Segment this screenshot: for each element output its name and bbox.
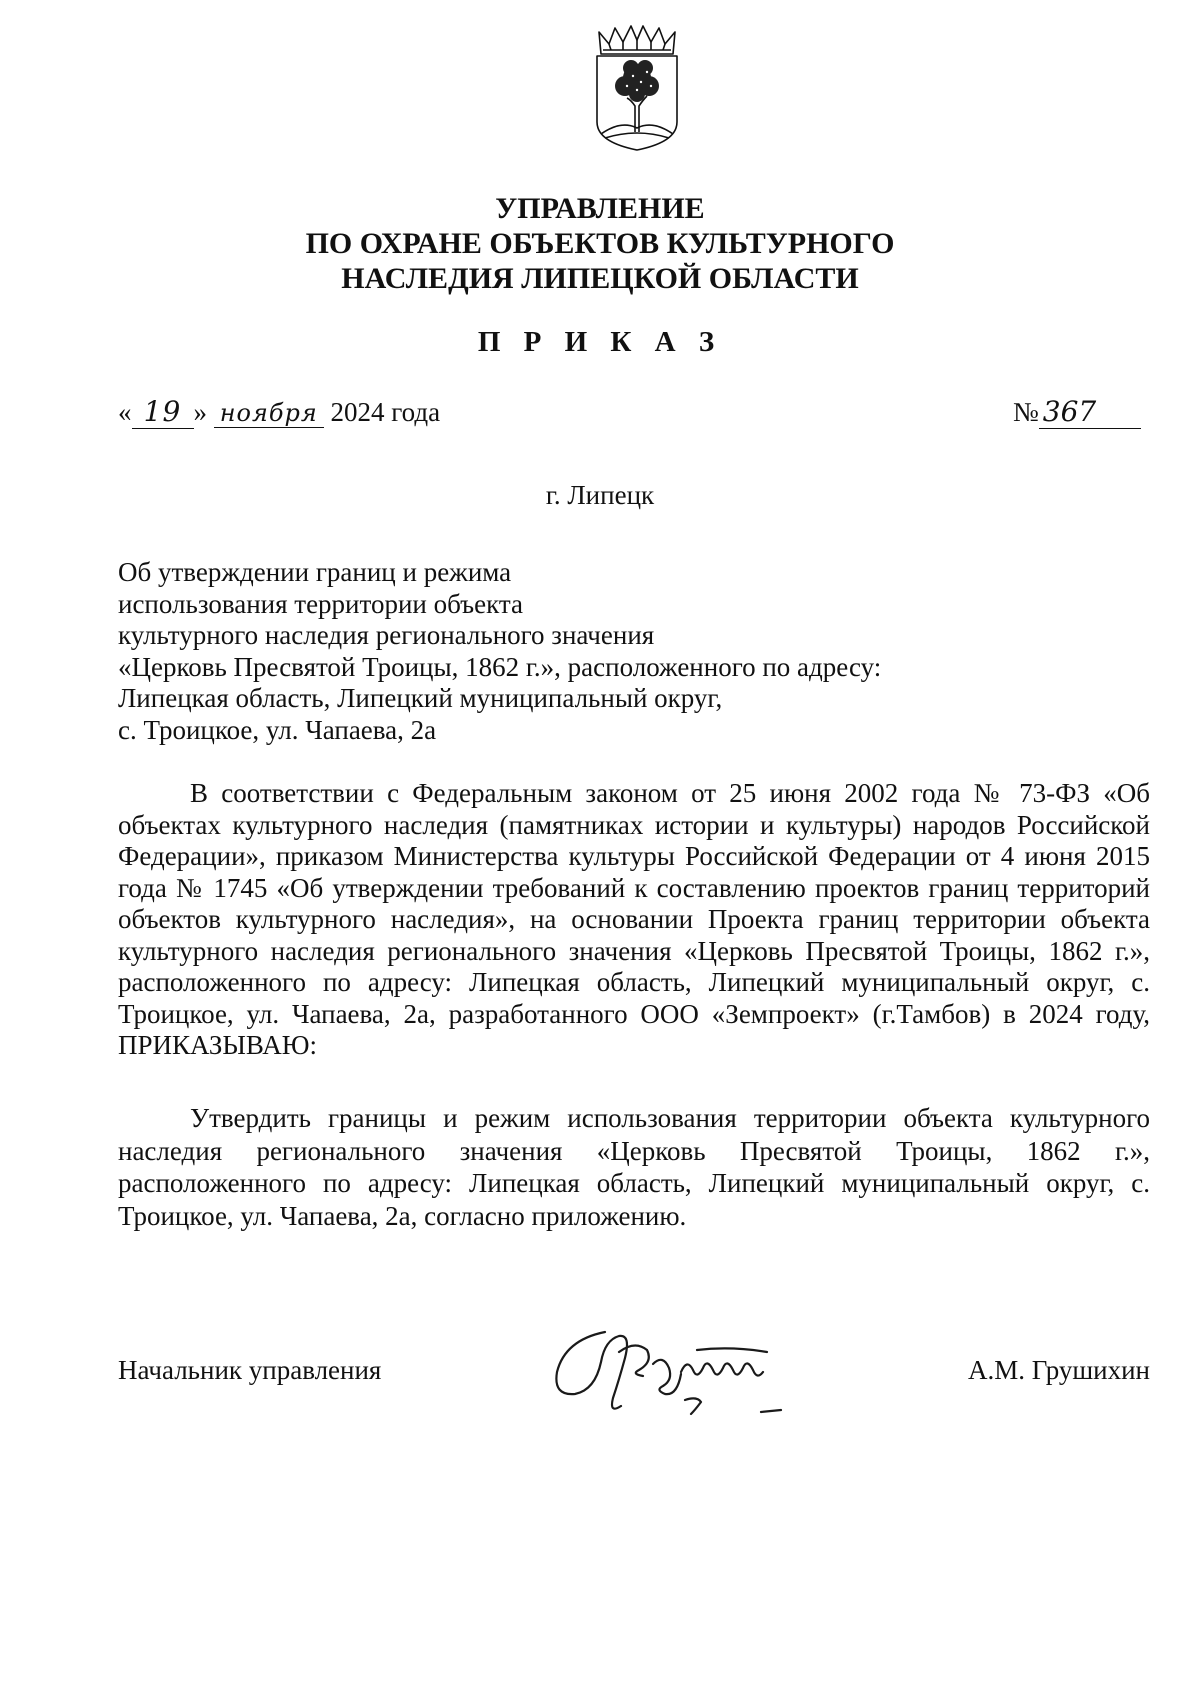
order-paragraph: Утвердить границы и режим использования территории объекта культурного наследия регионального значения «Церковь Пресвятой Троицы, 1862 г.», расположенного по адресу: Липецкая область, Липецкий муниципальный округ, с. Троицкое, ул. Чапаева, 2а, согласно приложению. [118, 1103, 1150, 1231]
date-month: ноября [214, 399, 324, 428]
order-number [1013, 395, 1141, 429]
order-subject [118, 557, 881, 746]
coat-of-arms-icon [591, 24, 683, 154]
agency-name [0, 191, 1200, 296]
subject-line: культурного наследия регионального значения [118, 620, 655, 650]
number-sign: № [1013, 397, 1039, 427]
date-day: 19 [132, 395, 194, 429]
signature-icon [535, 1310, 825, 1430]
subject-line: Об утверждении границ и режима [118, 557, 512, 587]
signatory-position: Начальник управления [118, 1355, 382, 1385]
subject-line: с. Троицкое, ул. Чапаева, 2а [118, 714, 437, 745]
agency-line-3: НАСЛЕДИЯ ЛИПЕЦКОЙ ОБЛАСТИ [341, 262, 859, 295]
agency-line-2: ПО ОХРАНЕ ОБЪЕКТОВ КУЛЬТУРНОГО [305, 227, 895, 260]
date-open-quote: « [118, 397, 132, 427]
number-value: 367 [1039, 395, 1141, 429]
order-date [118, 395, 440, 429]
agency-line-1: УПРАВЛЕНИЕ [495, 192, 705, 225]
subject-line: использования территории объекта [118, 588, 523, 619]
order-title: П Р И К А З [477, 326, 723, 358]
signatory-name: А.М. Грушихин [968, 1355, 1150, 1385]
city: г. Липецк [545, 480, 655, 510]
date-year: 2024 года [330, 397, 441, 427]
date-close-quote: » [193, 397, 207, 427]
subject-line: «Церковь Пресвятой Троицы, 1862 г.», расположенного по адресу: [118, 651, 882, 682]
subject-line: Липецкая область, Липецкий муниципальный округ, [118, 683, 723, 713]
preamble-paragraph: В соответствии с Федеральным законом от 25 июня 2002 года № 73-ФЗ «Об объектах культурного наследия (памятниках истории и культуры) народов Российской Федерации», приказом Министерства культуры Российской Федерации от 4 июня 2015 года № 1745 «Об утверждении требований к составлению проектов границ территорий объектов культурного наследия», на основании Проекта границ территории объекта культурного наследия регионального значения «Церковь Пресвятой Троицы, 1862 г.», расположенного по адресу: Липецкая область, Липецкий муниципальный округ, с. Троицкое, ул. Чапаева, 2а, разработанного ООО «Земпроект» (г.Тамбов) в 2024 году, ПРИКАЗЫВАЮ: [118, 778, 1150, 1060]
